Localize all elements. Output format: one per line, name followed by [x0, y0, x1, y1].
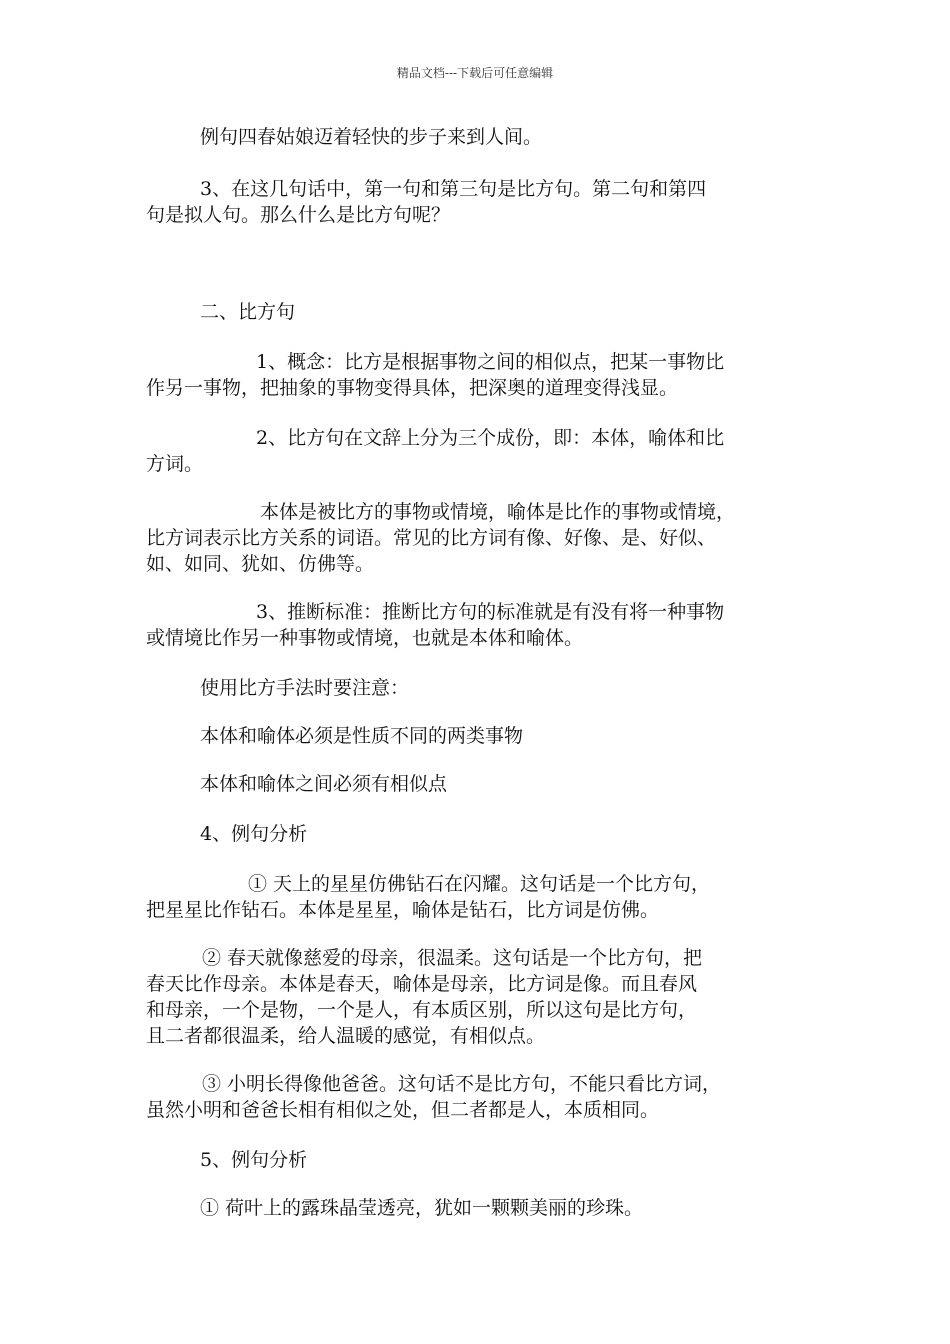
section-heading: 4、例句分析	[200, 823, 308, 845]
text-line: ① 天上的星星仿佛钻石在闪耀。这句话是一个比方句，	[248, 873, 711, 895]
text-line: 方词。	[146, 453, 204, 475]
text-line: 使用比方手法时要注意：	[200, 677, 410, 699]
page-header: 精品文档---下载后可任意编辑	[396, 66, 554, 80]
text-line: 把星星比作钻石。本体是星星，喻体是钻石，比方词是仿佛。	[146, 899, 660, 921]
text-line: 本体和喻体之间必须有相似点	[200, 773, 448, 795]
text-line: 例句四春姑娘迈着轻快的步子来到人间。	[200, 126, 543, 148]
text-line: 和母亲，一个是物，一个是人，有本质区别，所以这句是比方句，	[146, 999, 698, 1021]
text-line: ② 春天就像慈爱的母亲，很温柔。这句话是一个比方句，把	[202, 947, 703, 969]
text-line: ③ 小明长得像他爸爸。这句话不是比方句，不能只看比方词，	[202, 1073, 722, 1095]
text-line: 春天比作母亲。本体是春天，喻体是母亲，比方词是像。而且春风	[146, 973, 698, 995]
text-line: 如、如同、犹如、仿佛等。	[146, 553, 375, 575]
text-line: 本体和喻体必须是性质不同的两类事物	[200, 725, 524, 747]
text-line: 句是拟人句。那么什么是比方句呢？	[146, 204, 451, 226]
text-line: 本体是被比方的事物或情境，喻体是比作的事物或情境，	[260, 501, 736, 523]
text-line: 1、概念：比方是根据事物之间的相似点，把某一事物比	[256, 351, 725, 373]
section-heading: 二、比方句	[200, 301, 296, 323]
section-heading: 5、例句分析	[200, 1149, 308, 1171]
text-line: 3、在这几句话中，第一句和第三句是比方句。第二句和第四	[200, 178, 707, 200]
text-line: 2、比方句在文辞上分为三个成份，即：本体，喻体和比	[256, 427, 725, 449]
text-line: 3、推断标准：推断比方句的标准就是有没有将一种事物	[256, 601, 725, 623]
text-line: 且二者都很温柔，给人温暖的感觉，有相似点。	[146, 1025, 546, 1047]
text-line: 虽然小明和爸爸长相有相似之处，但二者都是人，本质相同。	[146, 1099, 660, 1121]
text-line: 比方词表示比方关系的词语。常见的比方词有像、好像、是、好似、	[146, 527, 717, 549]
text-line: 作另一事物，把抽象的事物变得具体，把深奥的道理变得浅显。	[146, 377, 679, 399]
text-line: 或情境比作另一种事物或情境，也就是本体和喻体。	[146, 627, 584, 649]
text-line: ① 荷叶上的露珠晶莹透亮，犹如一颗颗美丽的珍珠。	[200, 1197, 644, 1219]
